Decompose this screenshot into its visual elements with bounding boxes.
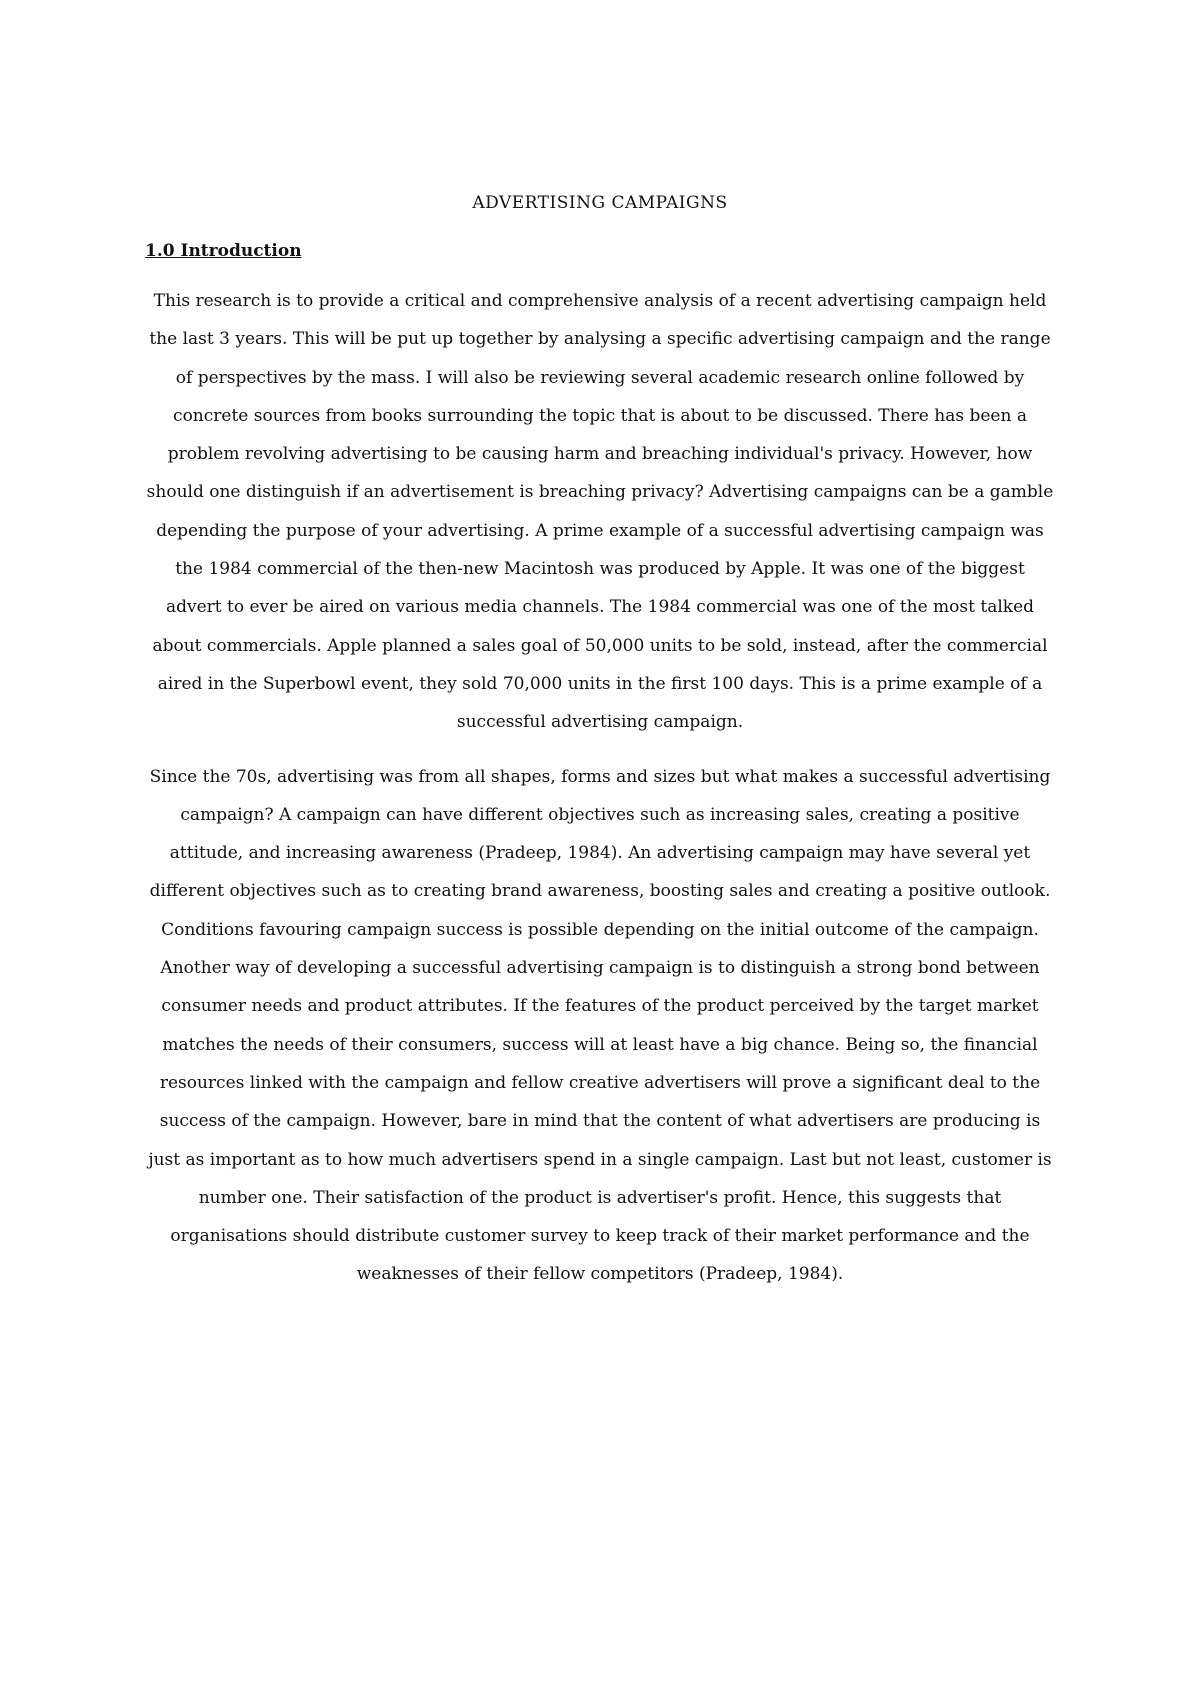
paragraph-1: This research is to provide a critical and comprehensive analysis of a recent advertising campaign held the last 3 years. This will be put up together by analysing a specific advertising campaign and the range of perspectives by the mass. I will also be reviewing several academic research online followed by concrete sources from books surrounding the topic that is about to be discussed. There has been a problem revolving advertising to be causing harm and breaching individual's privacy. However, how should one distinguish if an advertisement is breaching privacy? Advertising campaigns can be a gamble depending the purpose of your advertising. A prime example of a successful advertising campaign was the 1984 commercial of the then-new Macintosh was produced by Apple. It was one of the biggest advert to ever be aired on various media channels. The 1984 commercial was one of the most talked about commercials. Apple planned a sales goal of 50,000 units to be sold, instead, after the commercial aired in the Superbowl event, they sold 70,000 units in the first 100 days. This is a prime example of a successful advertising campaign. xyxy=(146,291,1054,733)
paragraph-2: Since the 70s, advertising was from all shapes, forms and sizes but what makes a successful advertising campaign? A campaign can have different objectives such as increasing sales, creating a positive attitude, and increasing awareness (Pradeep, 1984). An advertising campaign may have several yet different objectives such as to creating brand awareness, boosting sales and creating a positive outlook. Conditions favouring campaign success is possible depending on the initial outcome of the campaign. Another way of developing a successful advertising campaign is to distinguish a strong bond between consumer needs and product attributes. If the features of the product perceived by the target market matches the needs of their consumers, success will at least have a big chance. Being so, the financial resources linked with the campaign and fellow creative advertisers will prove a significant deal to the success of the campaign. However, bare in mind that the content of what advertisers are producing is just as important as to how much advertisers spend in a single campaign. Last but not least, customer is number one. Their satisfaction of the product is advertiser's profit. Hence, this suggests that organisations should distribute customer survey to keep track of their market performance and the weaknesses of their fellow competitors (Pradeep, 1984). xyxy=(148,766,1052,1285)
document-title: ADVERTISING CAMPAIGNS xyxy=(472,193,728,213)
section-heading-introduction: 1.0 Introduction xyxy=(145,241,302,261)
document-body xyxy=(145,190,1055,1310)
